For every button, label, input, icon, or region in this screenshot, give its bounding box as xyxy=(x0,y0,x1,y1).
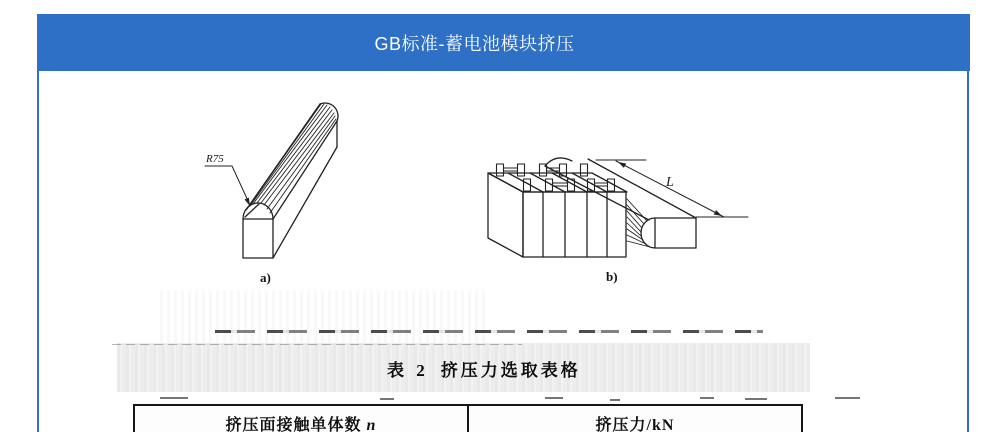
table-caption xyxy=(387,356,581,381)
scan-noise xyxy=(545,397,563,399)
figure-b-battery-module xyxy=(488,158,748,257)
radius-annotation: R75 xyxy=(206,153,224,165)
scan-noise xyxy=(835,397,860,399)
panel-left-border xyxy=(37,71,39,432)
table-caption-number: 表 2 xyxy=(387,361,429,380)
table-header-crush-force: 挤压力/kN xyxy=(467,406,801,432)
figure-a-caption: a) xyxy=(260,270,271,285)
table-caption-title: 挤压力选取表格 xyxy=(440,361,581,380)
scan-texture xyxy=(160,291,485,343)
radius-leader-arrow xyxy=(245,198,251,207)
figure-b-hatching xyxy=(627,199,650,247)
technical-figure xyxy=(110,78,810,293)
length-annotation: L xyxy=(666,175,674,190)
crush-force-table xyxy=(133,404,803,432)
scan-noise xyxy=(745,398,767,400)
figure-b-caption: b) xyxy=(606,269,618,284)
scan-noise xyxy=(160,397,188,399)
title-bar xyxy=(37,14,970,71)
page-title: GB标准-蓄电池模块挤压 xyxy=(374,33,575,54)
panel-right-border xyxy=(967,71,969,432)
scan-noise xyxy=(610,399,620,401)
figure-b-crush-bar xyxy=(545,158,696,248)
variable-n: n xyxy=(366,417,377,432)
scan-band-edge xyxy=(112,344,522,345)
scan-noise xyxy=(700,397,714,399)
radius-leader-line xyxy=(205,166,249,203)
table-header-contact-count: 挤压面接触单体数 n xyxy=(225,417,377,432)
scan-noise-line xyxy=(215,330,763,333)
figure-a-crush-bar xyxy=(205,103,338,258)
scan-noise xyxy=(380,398,394,400)
figure-a-hatching xyxy=(247,104,336,213)
